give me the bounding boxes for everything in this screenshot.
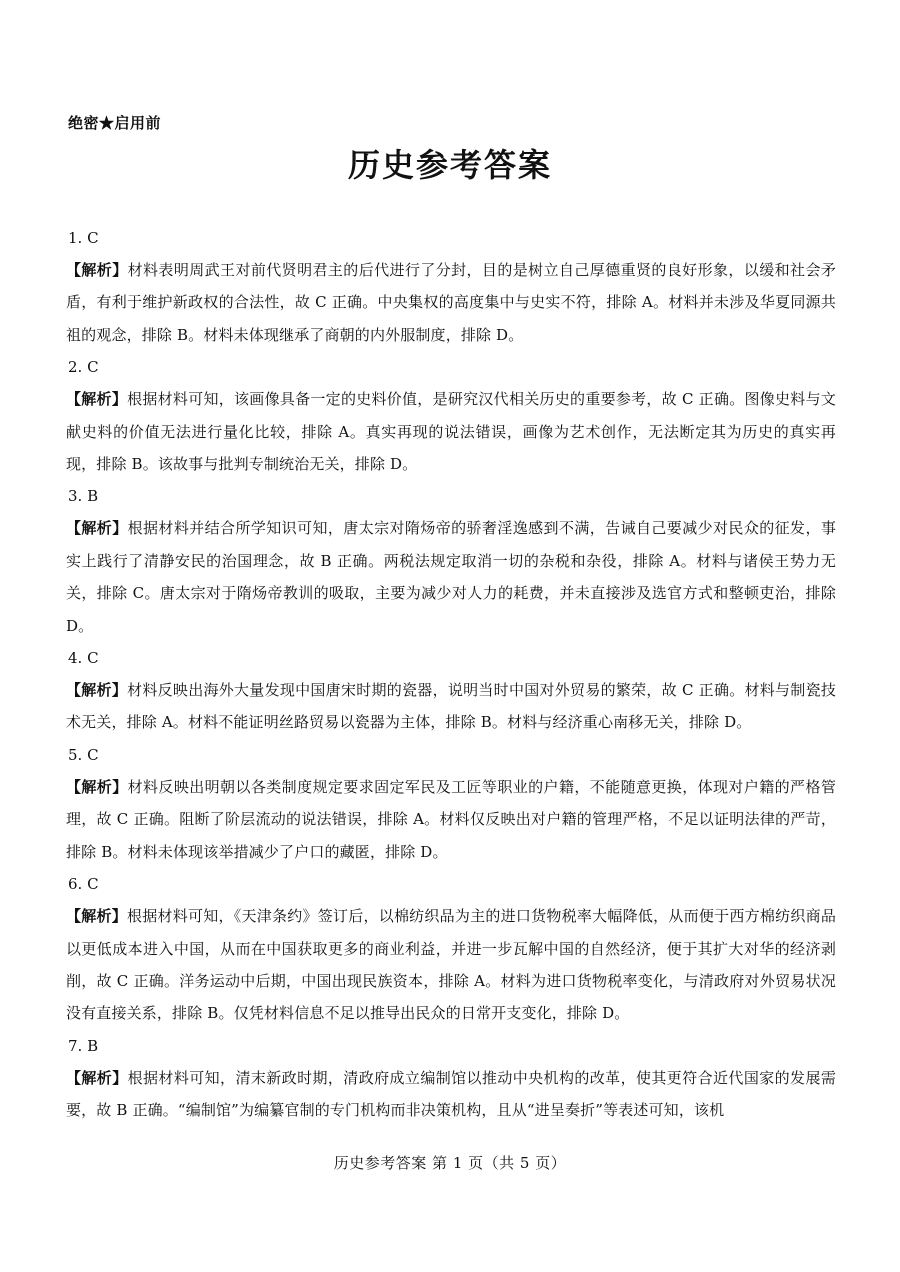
analysis-text: 根据材料可知，该画像具备一定的史料价值，是研究汉代相关历史的重要参考，故 C 正确。图像史料与文献史料的价值无法进行量化比较，排除 A。真实再现的说法错误，画像为艺术创作，无法断定其为历史的真实再现，排除 B。该故事与批判专制统治无关，排除 D。 xyxy=(66,390,837,474)
answer-key: 1. C xyxy=(68,229,99,247)
analysis-text: 根据材料并结合所学知识可知，唐太宗对隋炀帝的骄奢淫逸感到不满，告诫自己要减少对民众的征发，事实上践行了清静安民的治国理念，故 B 正确。两税法规定取消一切的杂税和杂役，排除 A。材料与诸侯王势力无关，排除 C。唐太宗对于隋炀帝教训的吸取，主要为减少对人力的耗费，并未直接涉及选官方式和整顿吏治，排除 D。 xyxy=(66,519,836,635)
secret-label: 绝密★启用前 xyxy=(68,114,162,132)
analysis-tag: 【解析】 xyxy=(66,907,127,926)
analysis-text: 材料表明周武王对前代贤明君主的后代进行了分封，目的是树立自己厚德重贤的良好形象，以缓和社会矛盾，有利于维护新政权的合法性，故 C 正确。中央集权的高度集中与史实不符，排除 A。材料并未涉及华夏同源共祖的观念，排除 B。材料未体现继承了商朝的内外服制度，排除 D。 xyxy=(66,261,836,344)
analysis-tag: 【解析】 xyxy=(66,390,128,409)
analysis-tag: 【解析】 xyxy=(66,261,128,279)
page-title: 历史参考答案 xyxy=(347,146,552,184)
answer-item-5 xyxy=(66,739,836,868)
answer-key: 2. C xyxy=(68,358,99,377)
analysis-tag: 【解析】 xyxy=(66,777,128,796)
answer-key: 4. C xyxy=(68,649,99,668)
answer-item-7 xyxy=(66,1030,836,1127)
answer-key: 6. C xyxy=(68,875,99,894)
answer-item-1 xyxy=(66,222,836,351)
answer-item-3 xyxy=(66,480,836,642)
answer-key: 3. B xyxy=(68,487,99,506)
analysis-text: 材料反映出海外大量发现中国唐宋时期的瓷器，说明当时中国对外贸易的繁荣，故 C 正确。材料与制瓷技术无关，排除 A。材料不能证明丝路贸易以瓷器为主体，排除 B。材料与经济重心南移无关，排除 D。 xyxy=(66,681,837,732)
answer-list xyxy=(66,222,836,1127)
analysis-paragraph xyxy=(66,1062,836,1127)
analysis-paragraph xyxy=(66,512,836,642)
answer-item-4 xyxy=(66,642,836,739)
analysis-paragraph xyxy=(66,900,836,1030)
answer-item-6 xyxy=(66,868,836,1030)
analysis-text: 根据材料可知，清末新政时期，清政府成立编制馆以推动中央机构的改革，使其更符合近代国家的发展需要，故 B 正确。“编制馆”为编纂官制的专门机构而非决策机构，且从“进呈奏折”等表述可知，该机 xyxy=(66,1068,836,1120)
answer-key: 7. B xyxy=(68,1036,99,1055)
analysis-tag: 【解析】 xyxy=(66,1068,128,1087)
analysis-tag: 【解析】 xyxy=(66,519,128,538)
page-footer: 历史参考答案 第 1 页（共 5 页） xyxy=(333,1154,567,1172)
analysis-paragraph xyxy=(66,771,836,868)
analysis-paragraph xyxy=(66,674,836,739)
analysis-paragraph xyxy=(66,254,836,351)
answer-key: 5. C xyxy=(68,745,99,764)
answer-item-2 xyxy=(66,351,836,480)
analysis-text: 材料反映出明朝以各类制度规定要求固定军民及工匠等职业的户籍，不能随意更换，体现对户籍的严格管理，故 C 正确。阻断了阶层流动的说法错误，排除 A。材料仅反映出对户籍的管理严格，不足以证明法律的严苛，排除 B。材料未体现该举措减少了户口的藏匿，排除 D。 xyxy=(66,777,836,861)
analysis-text: 根据材料可知，《天津条约》签订后，以棉纺织品为主的进口货物税率大幅降低，从而便于西方棉纺织商品以更低成本进入中国，从而在中国获取更多的商业利益，并进一步瓦解中国的自然经济，便于其扩大对华的经济剥削，故 C 正确。洋务运动中后期，中国出现民族资本，排除 A。材料为进口货物税率变化，与清政府对外贸易状况没有直接关系，排除 B。仅凭材料信息不足以推导出民众的日常开支变化，排除 D。 xyxy=(66,907,836,1023)
analysis-tag: 【解析】 xyxy=(66,681,128,700)
analysis-paragraph xyxy=(66,383,836,480)
